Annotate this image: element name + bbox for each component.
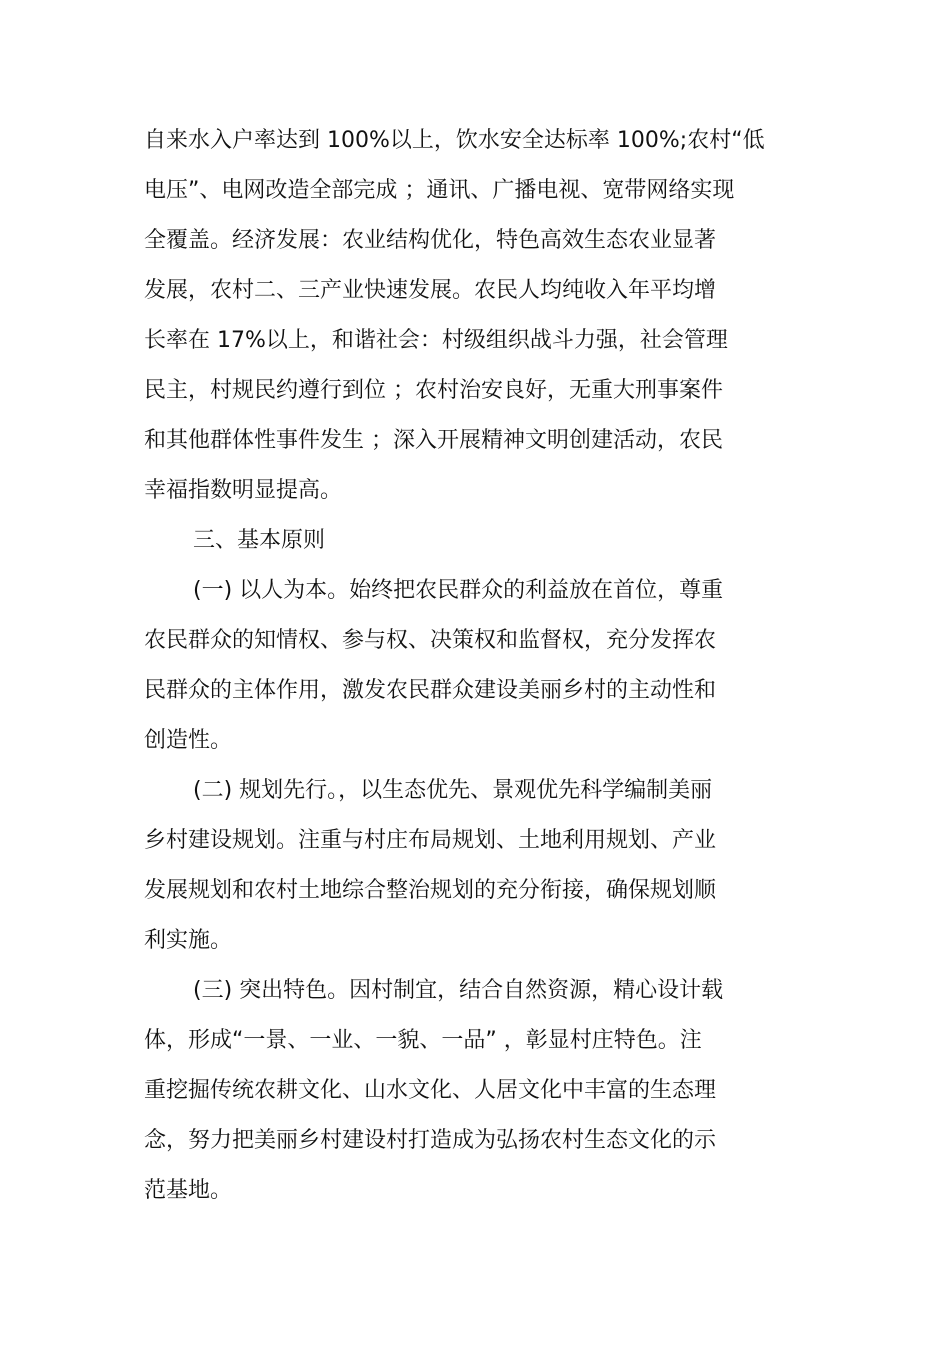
text-line: 长率在 17%以上，和谐社会：村级组织战斗力强，社会管理: [144, 328, 728, 353]
text-line: 念，努力把美丽乡村建设村打造成为弘扬农村生态文化的示: [144, 1128, 717, 1153]
text-line: 民群众的主体作用，激发农民群众建设美丽乡村的主动性和: [144, 678, 717, 703]
text-line: (三) 突出特色。因村制宜，结合自然资源，精心设计载: [193, 978, 724, 1003]
text-line: 体，形成“一景、一业、一貌、一品” ，彰显村庄特色。注: [144, 1028, 702, 1053]
text-line: 电压”、电网改造全部完成 ；通讯、广播电视、宽带网络实现: [144, 178, 735, 203]
text-line: 民主，村规民约遵行到位 ；农村治安良好，无重大刑事案件: [144, 378, 723, 403]
text-line: 范基地。: [144, 1178, 233, 1203]
text-line: 和其他群体性事件发生 ；深入开展精神文明创建活动，农民: [144, 428, 723, 453]
text-line: (二) 规划先行。，以生态优先、景观优先科学编制美丽: [193, 778, 713, 803]
text-line: 发展规划和农村土地综合整治规划的充分衔接，确保规划顺: [144, 878, 717, 903]
text-line: 重挖掘传统农耕文化、山水文化、人居文化中丰富的生态理: [144, 1078, 717, 1103]
text-line: 农民群众的知情权、参与权、决策权和监督权，充分发挥农: [144, 628, 717, 653]
section-heading: 三、基本原则: [193, 528, 326, 553]
text-line: 创造性。: [144, 728, 233, 753]
text-line: (一) 以人为本。始终把农民群众的利益放在首位，尊重: [193, 578, 724, 603]
text-line: 幸福指数明显提高。: [144, 478, 343, 503]
text-line: 全覆盖。经济发展：农业结构优化，特色高效生态农业显著: [144, 228, 717, 253]
text-line: 乡村建设规划。注重与村庄布局规划、土地利用规划、产业: [144, 828, 717, 853]
text-line: 自来水入户率达到 100%以上，饮水安全达标率 100%;农村“低: [144, 128, 765, 153]
text-line: 发展，农村二、三产业快速发展。农民人均纯收入年平均增: [144, 278, 717, 303]
text-line: 利实施。: [144, 928, 233, 953]
